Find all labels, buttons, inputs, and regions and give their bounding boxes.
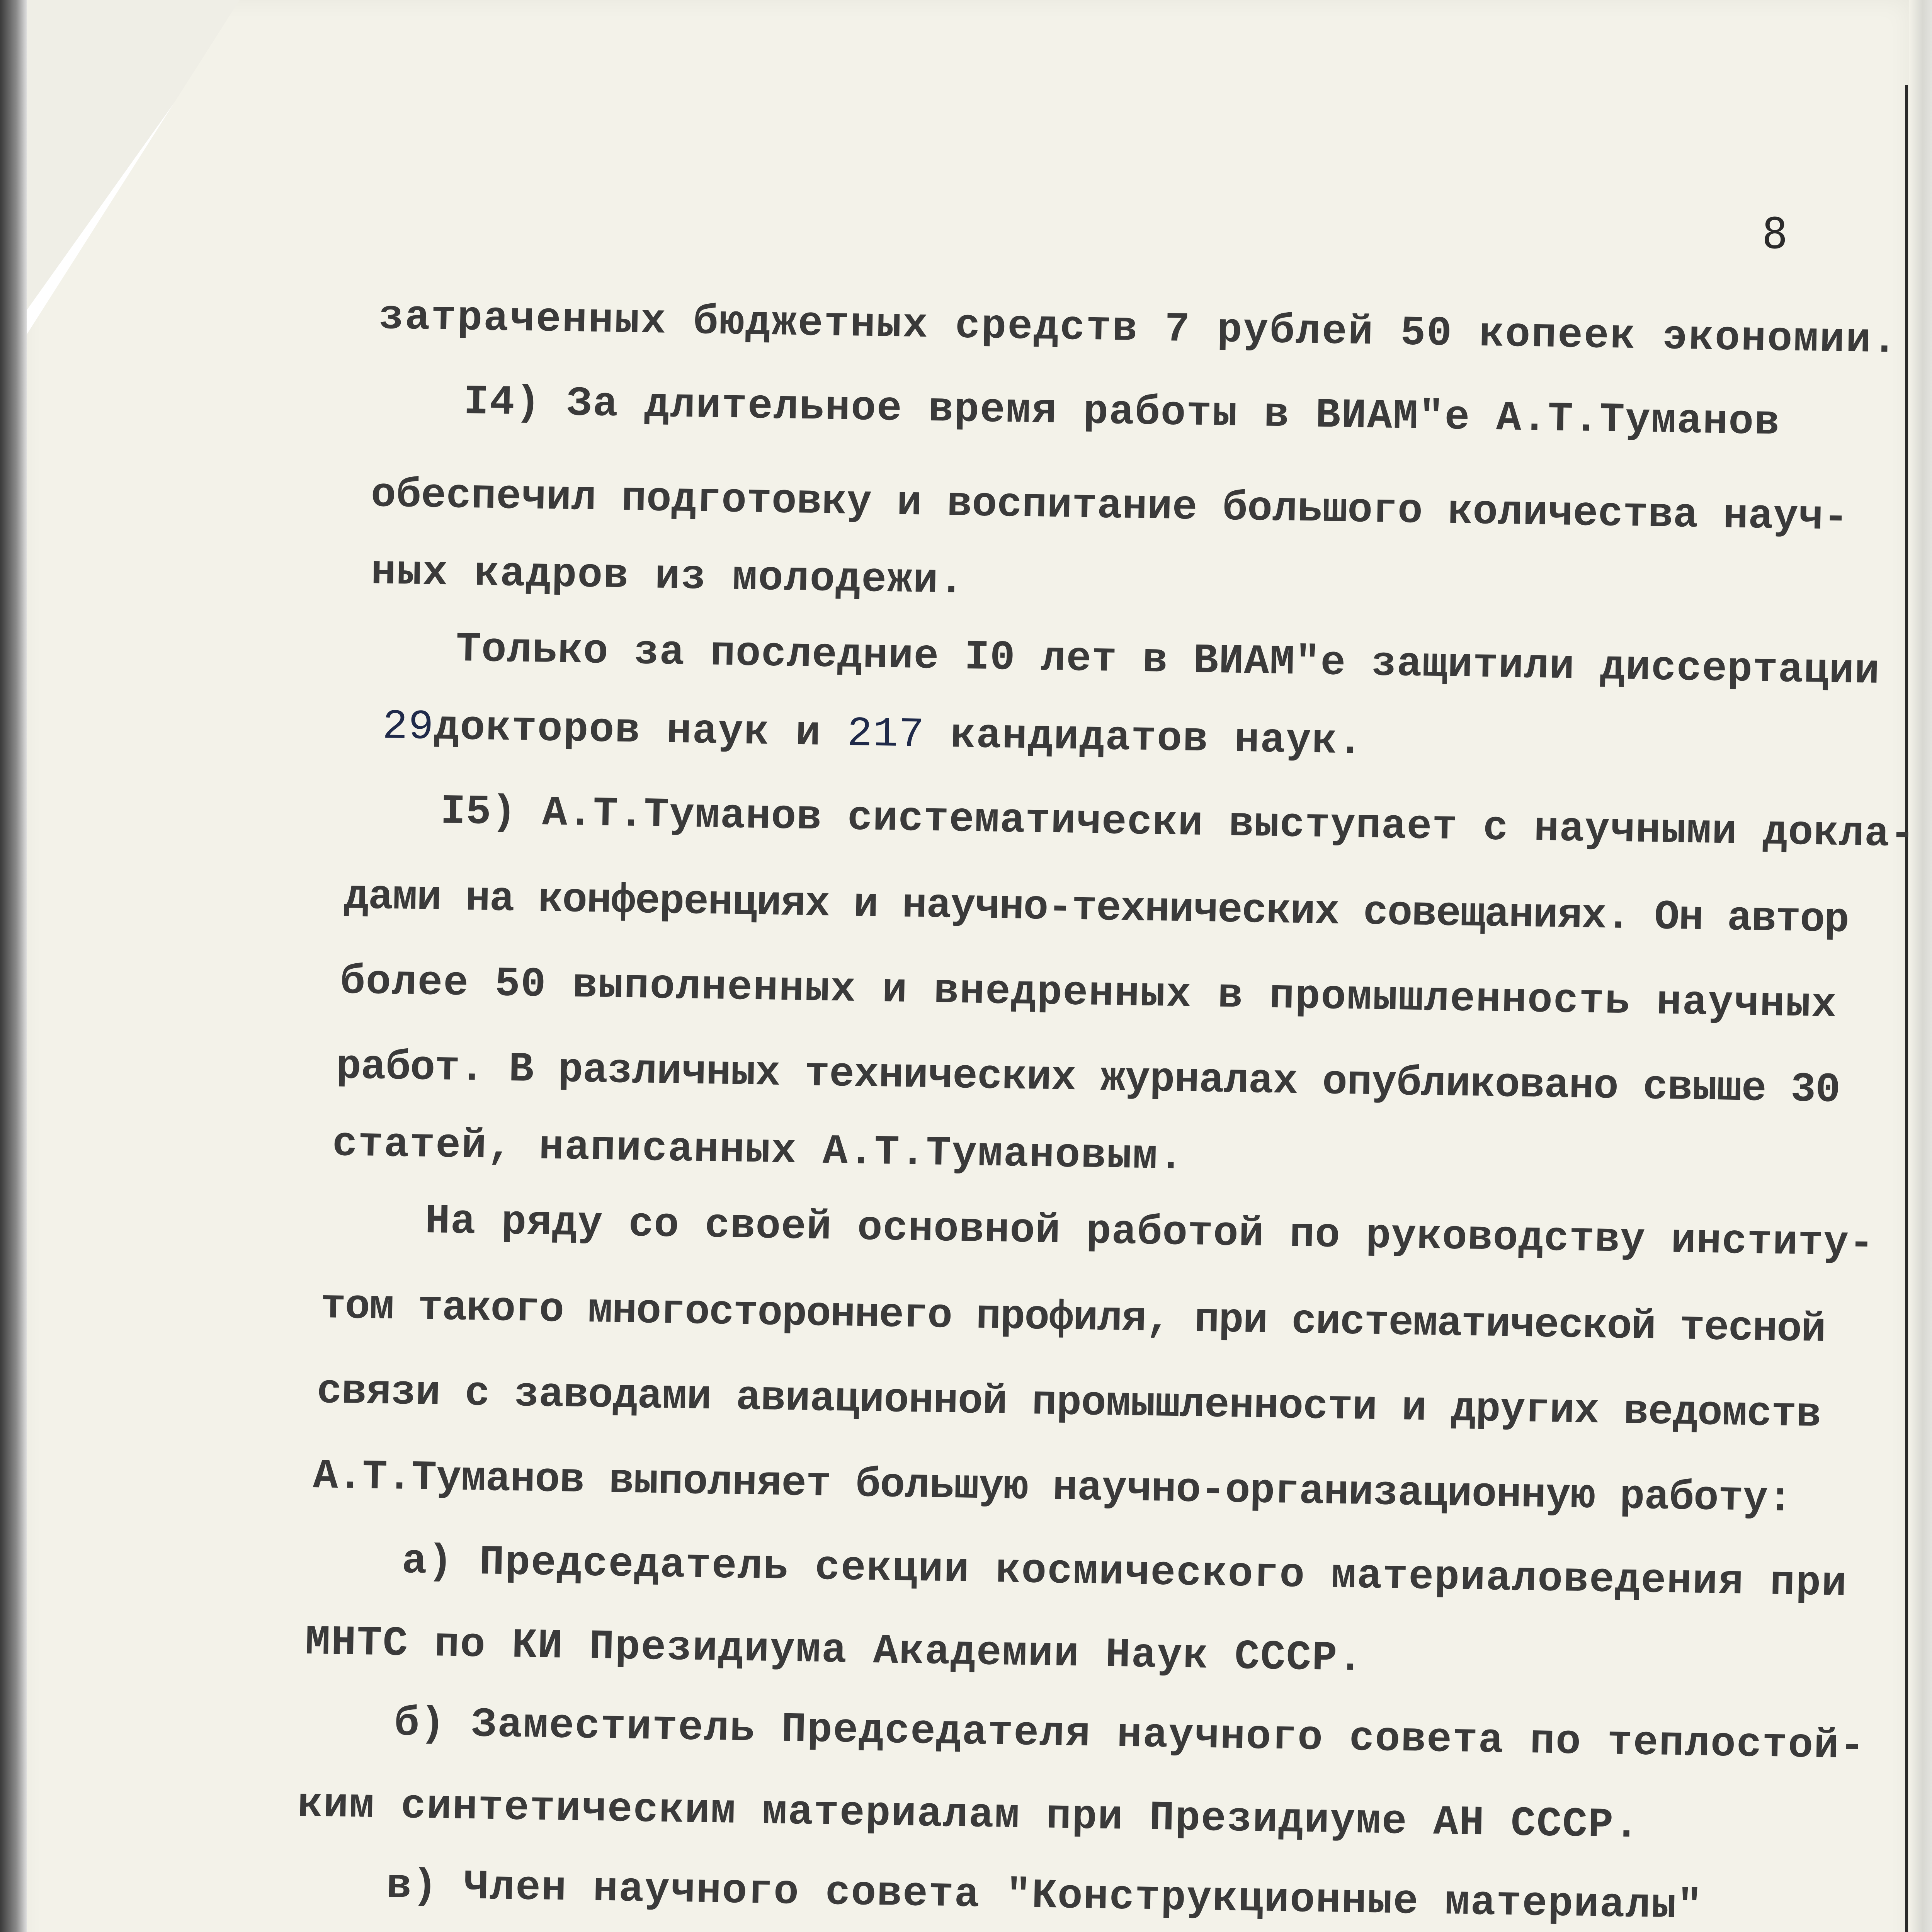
doctors-label: докторов наук и <box>434 704 822 757</box>
text-line: б) Заместитель Председателя научного совета по теплостой- <box>394 1700 1866 1770</box>
text-line: работ. В различных технических журналах опубликовано свыше 30 <box>336 1043 1840 1114</box>
page-number: 8 <box>1762 209 1788 258</box>
text-line: ким синтетическим материалам при Президиуме АН СССР. <box>297 1781 1640 1850</box>
handwritten-doctors-count: 29 <box>382 703 435 752</box>
text-line: ных кадров из молодежи. <box>371 549 965 605</box>
text-line: статей, написанных А.Т.Тумановым. <box>332 1121 1185 1181</box>
text-line: I4) За длительное время работы в ВИАМ"е А.Т.Туманов <box>463 379 1781 447</box>
text-line: более 50 выполненных и внедренных в промышленность научных <box>340 958 1838 1029</box>
text-line: дами на конференциях и научно-технических совещаниях. Он автор <box>344 873 1849 944</box>
text-line: Только за последние I0 лет в ВИАМ"е защитили диссертации <box>456 626 1880 696</box>
text-line: а) Председатель секции космического материаловедения при <box>401 1538 1848 1608</box>
text-line: I5) А.Т.Туманов систематически выступает с научными докла- <box>440 788 1916 859</box>
text-line: затраченных бюджетных средств 7 рублей 50 копеек экономии. <box>378 294 1899 365</box>
text-line: обеспечил подготовку и воспитание большого количества науч- <box>371 471 1849 542</box>
text-line: том такого многостороннего профиля, при систематической тесной <box>320 1283 1826 1354</box>
scanner-right-edge <box>1909 0 1932 1932</box>
scanner-left-edge <box>0 0 27 1932</box>
handwritten-candidates-count: 217 <box>847 710 925 759</box>
text-line: связи с заводами авиационной промышленности и других ведомств <box>316 1368 1821 1439</box>
text-line: А.Т.Туманов выполняет большую научно-организационную работу: <box>313 1453 1793 1524</box>
paper-right-border <box>1905 85 1908 1932</box>
text-line: в) Член научного совета "Конструкционные материалы" <box>386 1862 1703 1930</box>
text-line: МНТС по КИ Президиума Академии Наук СССР. <box>305 1619 1364 1683</box>
text-line: На ряду со своей основной работой по руководству институ- <box>425 1198 1875 1268</box>
candidates-label: кандидатов наук. <box>950 712 1364 766</box>
